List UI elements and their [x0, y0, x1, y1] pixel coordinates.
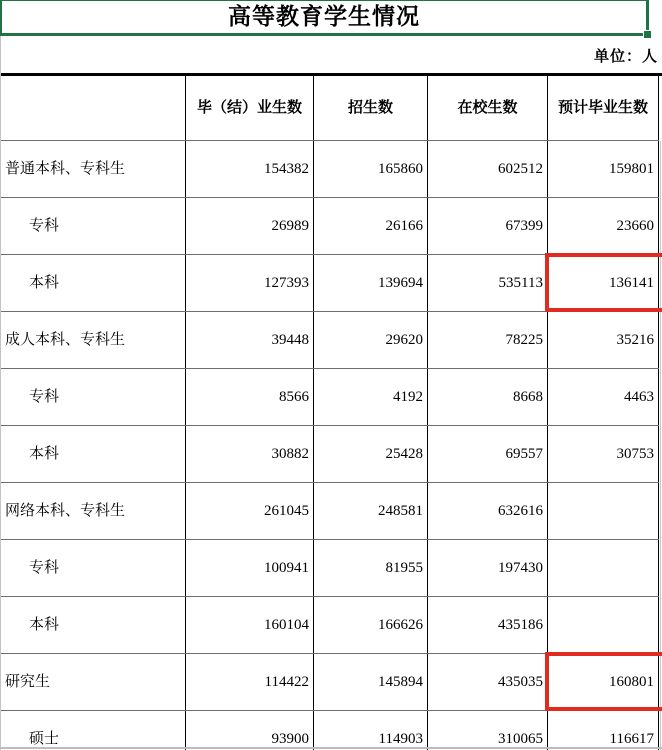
cell-expected[interactable]: 116617 — [547, 711, 659, 750]
cell-current[interactable]: 78225 — [427, 312, 547, 368]
row-label[interactable]: 专科 — [29, 218, 60, 234]
row-label[interactable]: 硕士 — [29, 731, 60, 747]
table-header-row — [0, 76, 659, 141]
cell-enrollment[interactable]: 145894 — [313, 654, 427, 710]
cell-expected[interactable]: 159801 — [547, 141, 659, 197]
cell-graduates[interactable]: 160104 — [185, 597, 313, 653]
row-label[interactable]: 成人本科、专科生 — [5, 332, 126, 348]
cell-graduates[interactable]: 93900 — [185, 711, 313, 750]
table-row — [0, 369, 659, 426]
cell-enrollment[interactable]: 4192 — [313, 369, 427, 425]
table-row — [0, 426, 659, 483]
cell-current[interactable]: 310065 — [427, 711, 547, 750]
cell-enrollment[interactable]: 29620 — [313, 312, 427, 368]
row-label[interactable]: 普通本科、专科生 — [5, 161, 126, 177]
highlight-box — [545, 652, 662, 711]
cell-current[interactable]: 602512 — [427, 141, 547, 197]
column-header-expected[interactable]: 预计毕业生数 — [547, 76, 659, 140]
table-row — [0, 141, 659, 198]
cell-expected[interactable]: 136141 — [547, 255, 659, 311]
row-label[interactable]: 本科 — [29, 617, 60, 633]
cell-graduates[interactable]: 127393 — [185, 255, 313, 311]
cell-current[interactable]: 69557 — [427, 426, 547, 482]
page-title[interactable]: 高等教育学生情况 — [228, 4, 420, 29]
title-cell-selection — [0, 0, 649, 36]
cell-expected[interactable]: 160801 — [547, 654, 659, 710]
cell-current[interactable]: 8668 — [427, 369, 547, 425]
cell-current[interactable]: 535113 — [427, 255, 547, 311]
cell-current[interactable]: 632616 — [427, 483, 547, 539]
row-label[interactable]: 专科 — [29, 560, 60, 576]
cell-enrollment[interactable]: 165860 — [313, 141, 427, 197]
table-row — [0, 312, 659, 369]
cell-graduates[interactable]: 114422 — [185, 654, 313, 710]
row-label[interactable]: 专科 — [29, 389, 60, 405]
cell-graduates[interactable]: 30882 — [185, 426, 313, 482]
table-row — [0, 597, 659, 654]
column-header-enrollment[interactable]: 招生数 — [313, 76, 427, 140]
column-header-current[interactable]: 在校生数 — [427, 76, 547, 140]
column-header-graduates[interactable]: 毕（结）业生数 — [185, 76, 313, 140]
unit-label: 单位：人 — [593, 49, 658, 65]
table-row — [0, 711, 659, 750]
cell-expected[interactable]: 30753 — [547, 426, 659, 482]
cell-enrollment[interactable]: 26166 — [313, 198, 427, 254]
corner-cell[interactable] — [0, 76, 185, 140]
row-label[interactable]: 本科 — [29, 275, 60, 291]
cell-expected[interactable]: 35216 — [547, 312, 659, 368]
gridline-bottom — [0, 747, 662, 749]
cell-enrollment[interactable]: 25428 — [313, 426, 427, 482]
table-row — [0, 540, 659, 597]
cell-graduates[interactable]: 154382 — [185, 141, 313, 197]
gridline-left — [0, 36, 1, 750]
fill-handle[interactable] — [643, 30, 652, 39]
cell-enrollment[interactable]: 81955 — [313, 540, 427, 596]
cell-enrollment[interactable]: 114903 — [313, 711, 427, 750]
cell-expected[interactable] — [547, 540, 659, 596]
cell-enrollment[interactable]: 166626 — [313, 597, 427, 653]
highlight-box — [545, 253, 662, 312]
cell-enrollment[interactable]: 139694 — [313, 255, 427, 311]
cell-current[interactable]: 197430 — [427, 540, 547, 596]
cell-graduates[interactable]: 100941 — [185, 540, 313, 596]
data-table — [0, 76, 659, 750]
cell-graduates[interactable]: 8566 — [185, 369, 313, 425]
table-row — [0, 198, 659, 255]
row-label[interactable]: 本科 — [29, 446, 60, 462]
cell-current[interactable]: 67399 — [427, 198, 547, 254]
row-label[interactable]: 研究生 — [5, 674, 51, 690]
cell-graduates[interactable]: 261045 — [185, 483, 313, 539]
cell-current[interactable]: 435186 — [427, 597, 547, 653]
cell-graduates[interactable]: 26989 — [185, 198, 313, 254]
cell-expected[interactable] — [547, 483, 659, 539]
row-label[interactable]: 网络本科、专科生 — [5, 503, 126, 519]
cell-graduates[interactable]: 39448 — [185, 312, 313, 368]
cell-enrollment[interactable]: 248581 — [313, 483, 427, 539]
table-row — [0, 483, 659, 540]
cell-current[interactable]: 435035 — [427, 654, 547, 710]
cell-expected[interactable]: 4463 — [547, 369, 659, 425]
cell-expected[interactable]: 23660 — [547, 198, 659, 254]
cell-expected[interactable] — [547, 597, 659, 653]
